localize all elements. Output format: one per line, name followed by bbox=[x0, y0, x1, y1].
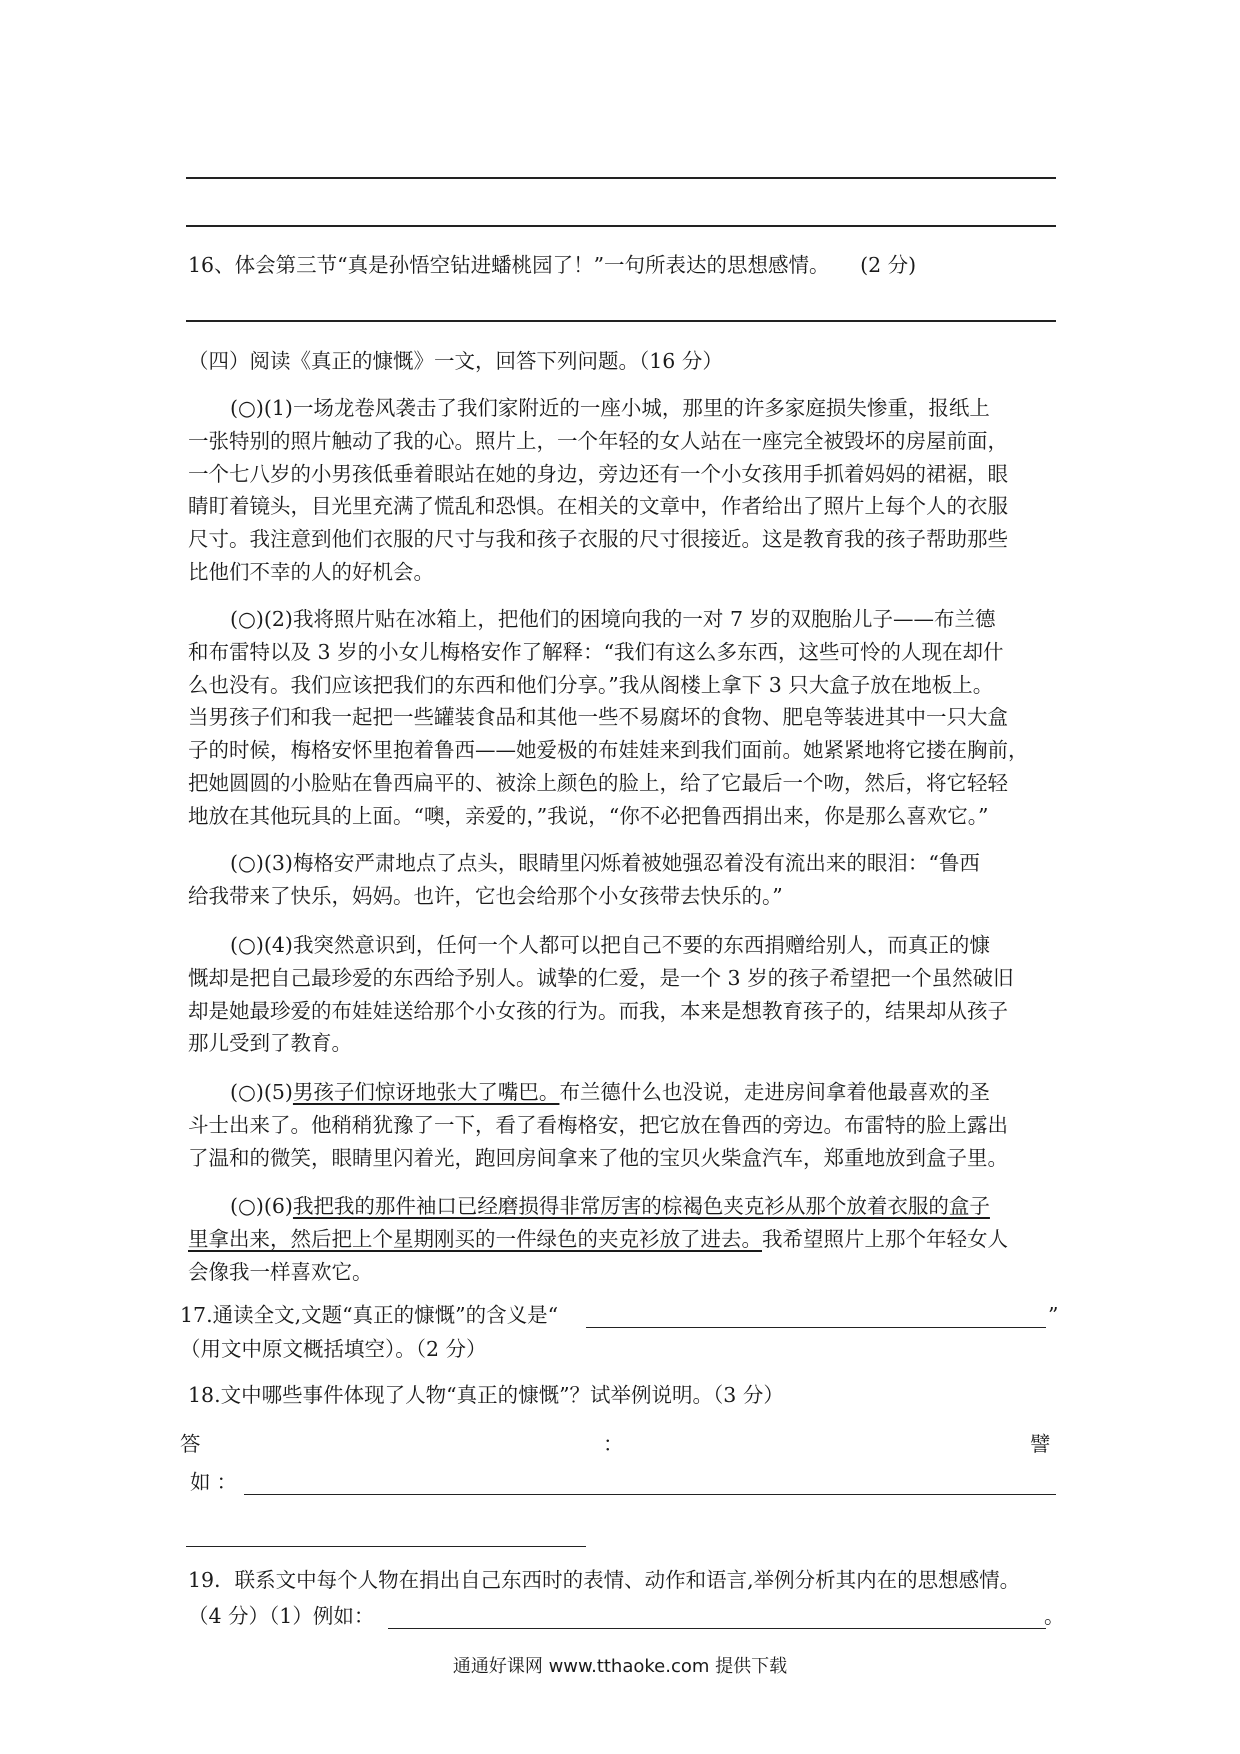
paragraph-1-line: 一个七八岁的小男孩低垂着眼站在她的身边，旁边还有一个小女孩用手抓着妈妈的裙裾，眼 bbox=[188, 461, 1008, 486]
paragraph-2-line: 把她圆圆的小脸贴在鲁西扁平的、被涂上颜色的脸上，给了它最后一个吻，然后，将它轻轻 bbox=[188, 770, 1008, 795]
paragraph-marker: (○) bbox=[230, 933, 264, 957]
paragraph-5-line: (○)(5)男孩子们惊讶地张大了嘴巴。布兰德什么也没说，走进房间拿着他最喜欢的圣 bbox=[230, 1080, 990, 1104]
question-19: 19．联系文中每个人物在捐出自己东西时的表情、动作和语言,举例分析其内在的思想感情。 bbox=[188, 1568, 1021, 1592]
answer-line bbox=[186, 225, 1056, 227]
paragraph-3-line: (○)(3)梅格安严肃地点了点头，眼睛里闪烁着被她强忍着没有流出来的眼泪：“鲁西 bbox=[230, 851, 980, 875]
paragraph-6 bbox=[188, 1190, 1056, 1288]
paragraph-number: (6) bbox=[263, 1194, 293, 1218]
answer-line bbox=[186, 320, 1056, 322]
paragraph-1-line: 比他们不幸的人的好机会。 bbox=[188, 559, 434, 584]
answer-label: 答 bbox=[180, 1432, 201, 1456]
paragraph-marker: (○) bbox=[230, 1080, 264, 1104]
paragraph-2 bbox=[188, 603, 1056, 833]
question-16-text: 16、体会第三节“真是孙悟空钻进蟠桃园了！”一句所表达的思想感情。 bbox=[188, 253, 830, 277]
paragraph-marker: (○) bbox=[230, 396, 264, 420]
fill-in-blank[interactable] bbox=[586, 1327, 1046, 1328]
paragraph-4-line: 那儿受到了教育。 bbox=[188, 1031, 352, 1056]
paragraph-5-line: 斗士出来了。他稍稍犹豫了一下，看了看梅格安，把它放在鲁西的旁边。布雷特的脸上露出 bbox=[188, 1112, 1008, 1137]
paragraph-2-line: 当男孩子们和我一起把一些罐装食品和其他一些不易腐坏的食物、肥皂等装进其中一只大盒 bbox=[188, 705, 1008, 730]
paragraph-1-line: (○)(1)一场龙卷风袭击了我们家附近的一座小城，那里的许多家庭损失惨重，报纸上 bbox=[230, 396, 990, 420]
paragraph-number: (2) bbox=[263, 607, 293, 631]
question-16-score: (2 分) bbox=[860, 253, 917, 277]
question-19-end: 。 bbox=[1044, 1604, 1065, 1628]
question-17-note: （用文中原文概括填空）。（2 分） bbox=[180, 1337, 487, 1361]
paragraph-2-line: (○)(2)我将照片贴在冰箱上，把他们的困境向我的一对 7 岁的双胞胎儿子——布兰德 bbox=[230, 607, 996, 631]
underlined-sentence: 男孩子们惊讶地张大了嘴巴。 bbox=[292, 1080, 560, 1104]
paragraph-4-line: 慨却是把自己最珍爱的东西给予别人。诚挚的仁爱，是一个 3 岁的孩子希望把一个虽然破旧 bbox=[188, 965, 1014, 990]
example-label-pi: 譬 bbox=[1030, 1432, 1051, 1456]
paragraph-marker: (○) bbox=[230, 607, 264, 631]
paragraph-marker: (○) bbox=[230, 1194, 264, 1218]
answer-blank[interactable] bbox=[388, 1628, 1046, 1629]
underlined-sentence: 里拿出来，然后把上个星期刚买的一件绿色的夹克衫放了进去。 bbox=[188, 1226, 762, 1251]
answer-blank[interactable] bbox=[244, 1494, 1056, 1495]
paragraph-number: (4) bbox=[263, 933, 293, 957]
paragraph-6-line: 会像我一样喜欢它。 bbox=[188, 1259, 373, 1284]
paragraph-2-line: 么也没有。我们应该把我们的东西和他们分享。”我从阁楼上拿下 3 只大盒子放在地板上。 bbox=[188, 672, 994, 697]
section-4-title: （四）阅读《真正的慷慨》一文，回答下列问题。（16 分） bbox=[188, 349, 723, 373]
paragraph-2-line: 和布雷特以及 3 岁的小女儿梅格安作了解释：“我们有这么多东西，这些可怜的人现在却什 bbox=[188, 639, 1004, 664]
question-18: 18.文中哪些事件体现了人物“真正的慷慨”？试举例说明。（3 分） bbox=[188, 1383, 784, 1407]
question-17: 17.通读全文,文题“真正的慷慨”的含义是“ bbox=[180, 1303, 559, 1327]
paragraph-2-line: 子的时候，梅格安怀里抱着鲁西——她爱极的布娃娃来到我们面前。她紧紧地将它搂在胸前， bbox=[188, 738, 1029, 763]
question-17-close-quote: ” bbox=[1048, 1303, 1059, 1327]
example-label-ru: 如： bbox=[190, 1470, 243, 1494]
paragraph-marker: (○) bbox=[230, 851, 264, 875]
paragraph-5-line: 了温和的微笑，眼睛里闪着光，跑回房间拿来了他的宝贝火柴盒汽车，郑重地放到盒子里。 bbox=[188, 1145, 1008, 1170]
answer-blank[interactable] bbox=[186, 1546, 586, 1547]
page-footer: 通通好课网 www.tthaoke.com 提供下载 bbox=[452, 1656, 788, 1677]
paragraph-4-line: 却是她最珍爱的布娃娃送给那个小女孩的行为。而我，本来是想教育孩子的，结果却从孩子 bbox=[188, 998, 1008, 1023]
answer-line bbox=[186, 177, 1056, 179]
paragraph-4 bbox=[188, 929, 1056, 1060]
question-19-line2: （4 分）（1）例如： bbox=[188, 1604, 375, 1628]
underlined-sentence: 我把我的那件袖口已经磨损得非常厉害的棕褐色夹克衫从那个放着衣服的盒子 bbox=[292, 1194, 990, 1218]
paragraph-number: (3) bbox=[263, 851, 293, 875]
answer-colon: ： bbox=[603, 1432, 624, 1456]
paragraph-4-line: (○)(4)我突然意识到，任何一个人都可以把自己不要的东西捐赠给别人，而真正的慷 bbox=[230, 933, 990, 957]
paragraph-6-line bbox=[188, 1190, 1056, 1223]
paragraph-1 bbox=[188, 392, 1056, 589]
paragraph-6-line: 里拿出来，然后把上个星期刚买的一件绿色的夹克衫放了进去。我希望照片上那个年轻女人 bbox=[188, 1226, 1008, 1251]
question-16 bbox=[188, 255, 916, 276]
paragraph-number: (5) bbox=[263, 1080, 293, 1104]
paragraph-1-line: 尺寸。我注意到他们衣服的尺寸与我和孩子衣服的尺寸很接近。这是教育我的孩子帮助那些 bbox=[188, 527, 1008, 552]
paragraph-3-line: 给我带来了快乐，妈妈。也许，它也会给那个小女孩带去快乐的。” bbox=[188, 883, 783, 908]
paragraph-1-line: 睛盯着镜头，目光里充满了慌乱和恐惧。在相关的文章中，作者给出了照片上每个人的衣服 bbox=[188, 494, 1008, 519]
paragraph-1-line: 一张特别的照片触动了我的心。照片上，一个年轻的女人站在一座完全被毁坏的房屋前面， bbox=[188, 428, 1008, 453]
paragraph-2-line: 地放在其他玩具的上面。“噢，亲爱的，”我说，“你不必把鲁西捐出来，你是那么喜欢它。” bbox=[188, 803, 989, 828]
paragraph-5 bbox=[188, 1076, 1056, 1174]
paragraph-number: (1) bbox=[263, 396, 293, 420]
paragraph-3 bbox=[188, 847, 1056, 913]
